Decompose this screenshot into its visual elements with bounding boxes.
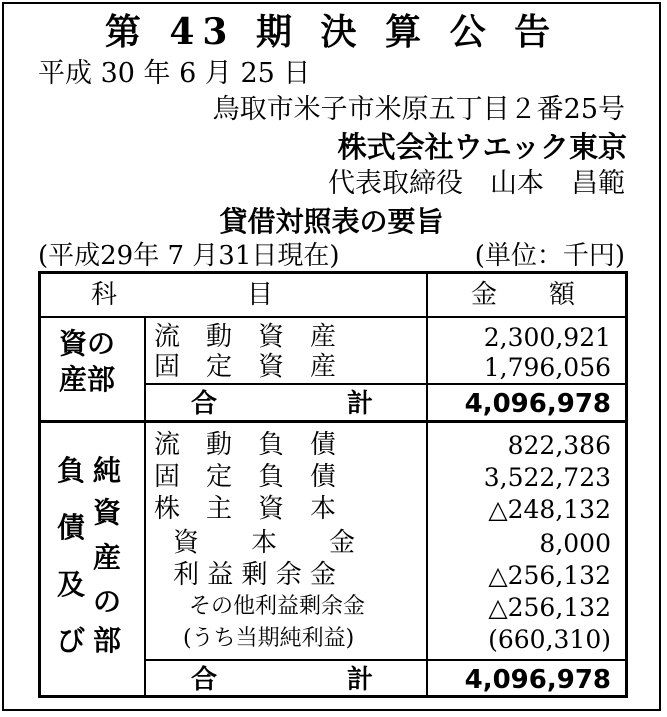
liab-row-other-retained-value: △256,132 (488, 593, 611, 622)
liab-group-char-4: び (57, 624, 86, 657)
liab-group-char-3: 及 (57, 568, 86, 601)
assets-row-current-value: 2,300,921 (483, 323, 611, 352)
liab-group-char-5: 純 (93, 454, 122, 487)
liab-row-retained-label: 利 益 剰 余 金 (173, 560, 337, 590)
liab-group-char-1: 負 (57, 454, 86, 487)
assets-row-fixed-label: 固 定 資 産 (154, 352, 337, 382)
assets-row-current-label: 流 動 資 産 (154, 322, 337, 352)
amount-column-divider (426, 274, 428, 695)
assets-group-label-1: 資の (59, 327, 116, 360)
liab-row-capital-label: 資 本 金 (173, 528, 356, 558)
liab-group-char-8: の (93, 585, 122, 618)
assets-total-value: 4,096,978 (464, 389, 611, 419)
account-column-header: 科 目 (91, 280, 274, 310)
balance-sheet-table (38, 271, 628, 698)
liab-group-char-7: 産 (93, 541, 122, 574)
liab-row-current-label: 流 動 負 債 (154, 430, 337, 460)
liabilities-total-divider (144, 659, 625, 661)
liab-group-char-2: 債 (57, 511, 86, 544)
notice-date: 平成 30 年 6 月 25 日 (38, 58, 311, 89)
liab-row-other-retained-label: その他利益剰余金 (189, 594, 366, 619)
section-title: 貸借対照表の要旨 (219, 205, 444, 238)
amount-column-header: 金 額 (471, 280, 576, 310)
page-title: 第 43 期 決 算 公 告 (104, 11, 559, 53)
representative: 代表取締役 山本 昌範 (328, 168, 625, 199)
group-column-divider (144, 318, 146, 695)
liab-group-char-9: 部 (93, 624, 122, 657)
unit-label: (単位：千円) (474, 241, 625, 271)
liab-group-char-6: 資 (93, 496, 122, 529)
liab-row-fixed-value: 3,522,723 (483, 463, 611, 492)
assets-row-fixed-value: 1,796,056 (483, 353, 611, 382)
assets-group-label-2: 産部 (59, 363, 116, 396)
liab-total-value: 4,096,978 (464, 665, 611, 695)
assets-total-label: 合 計 (191, 389, 374, 419)
liab-total-label: 合 計 (191, 665, 374, 695)
assets-divider (41, 420, 625, 423)
liab-row-net-income-label: (うち当期純利益) (183, 626, 355, 651)
assets-total-divider (144, 383, 625, 385)
header-divider (41, 316, 625, 318)
liab-row-net-income-value: (660,310) (488, 625, 611, 654)
liab-row-equity-value: △248,132 (488, 495, 611, 524)
company-address: 鳥取市米子市米原五丁目２番25号 (212, 94, 625, 125)
as-of-date: (平成29年 7 月31日現在) (38, 241, 340, 271)
liab-row-fixed-label: 固 定 負 債 (154, 462, 337, 492)
liab-row-current-value: 822,386 (507, 431, 611, 460)
liab-row-equity-label: 株 主 資 本 (154, 494, 337, 524)
liab-row-retained-value: △256,132 (488, 561, 611, 590)
liab-row-capital-value: 8,000 (539, 529, 611, 558)
company-name: 株式会社ウエック東京 (337, 130, 627, 164)
